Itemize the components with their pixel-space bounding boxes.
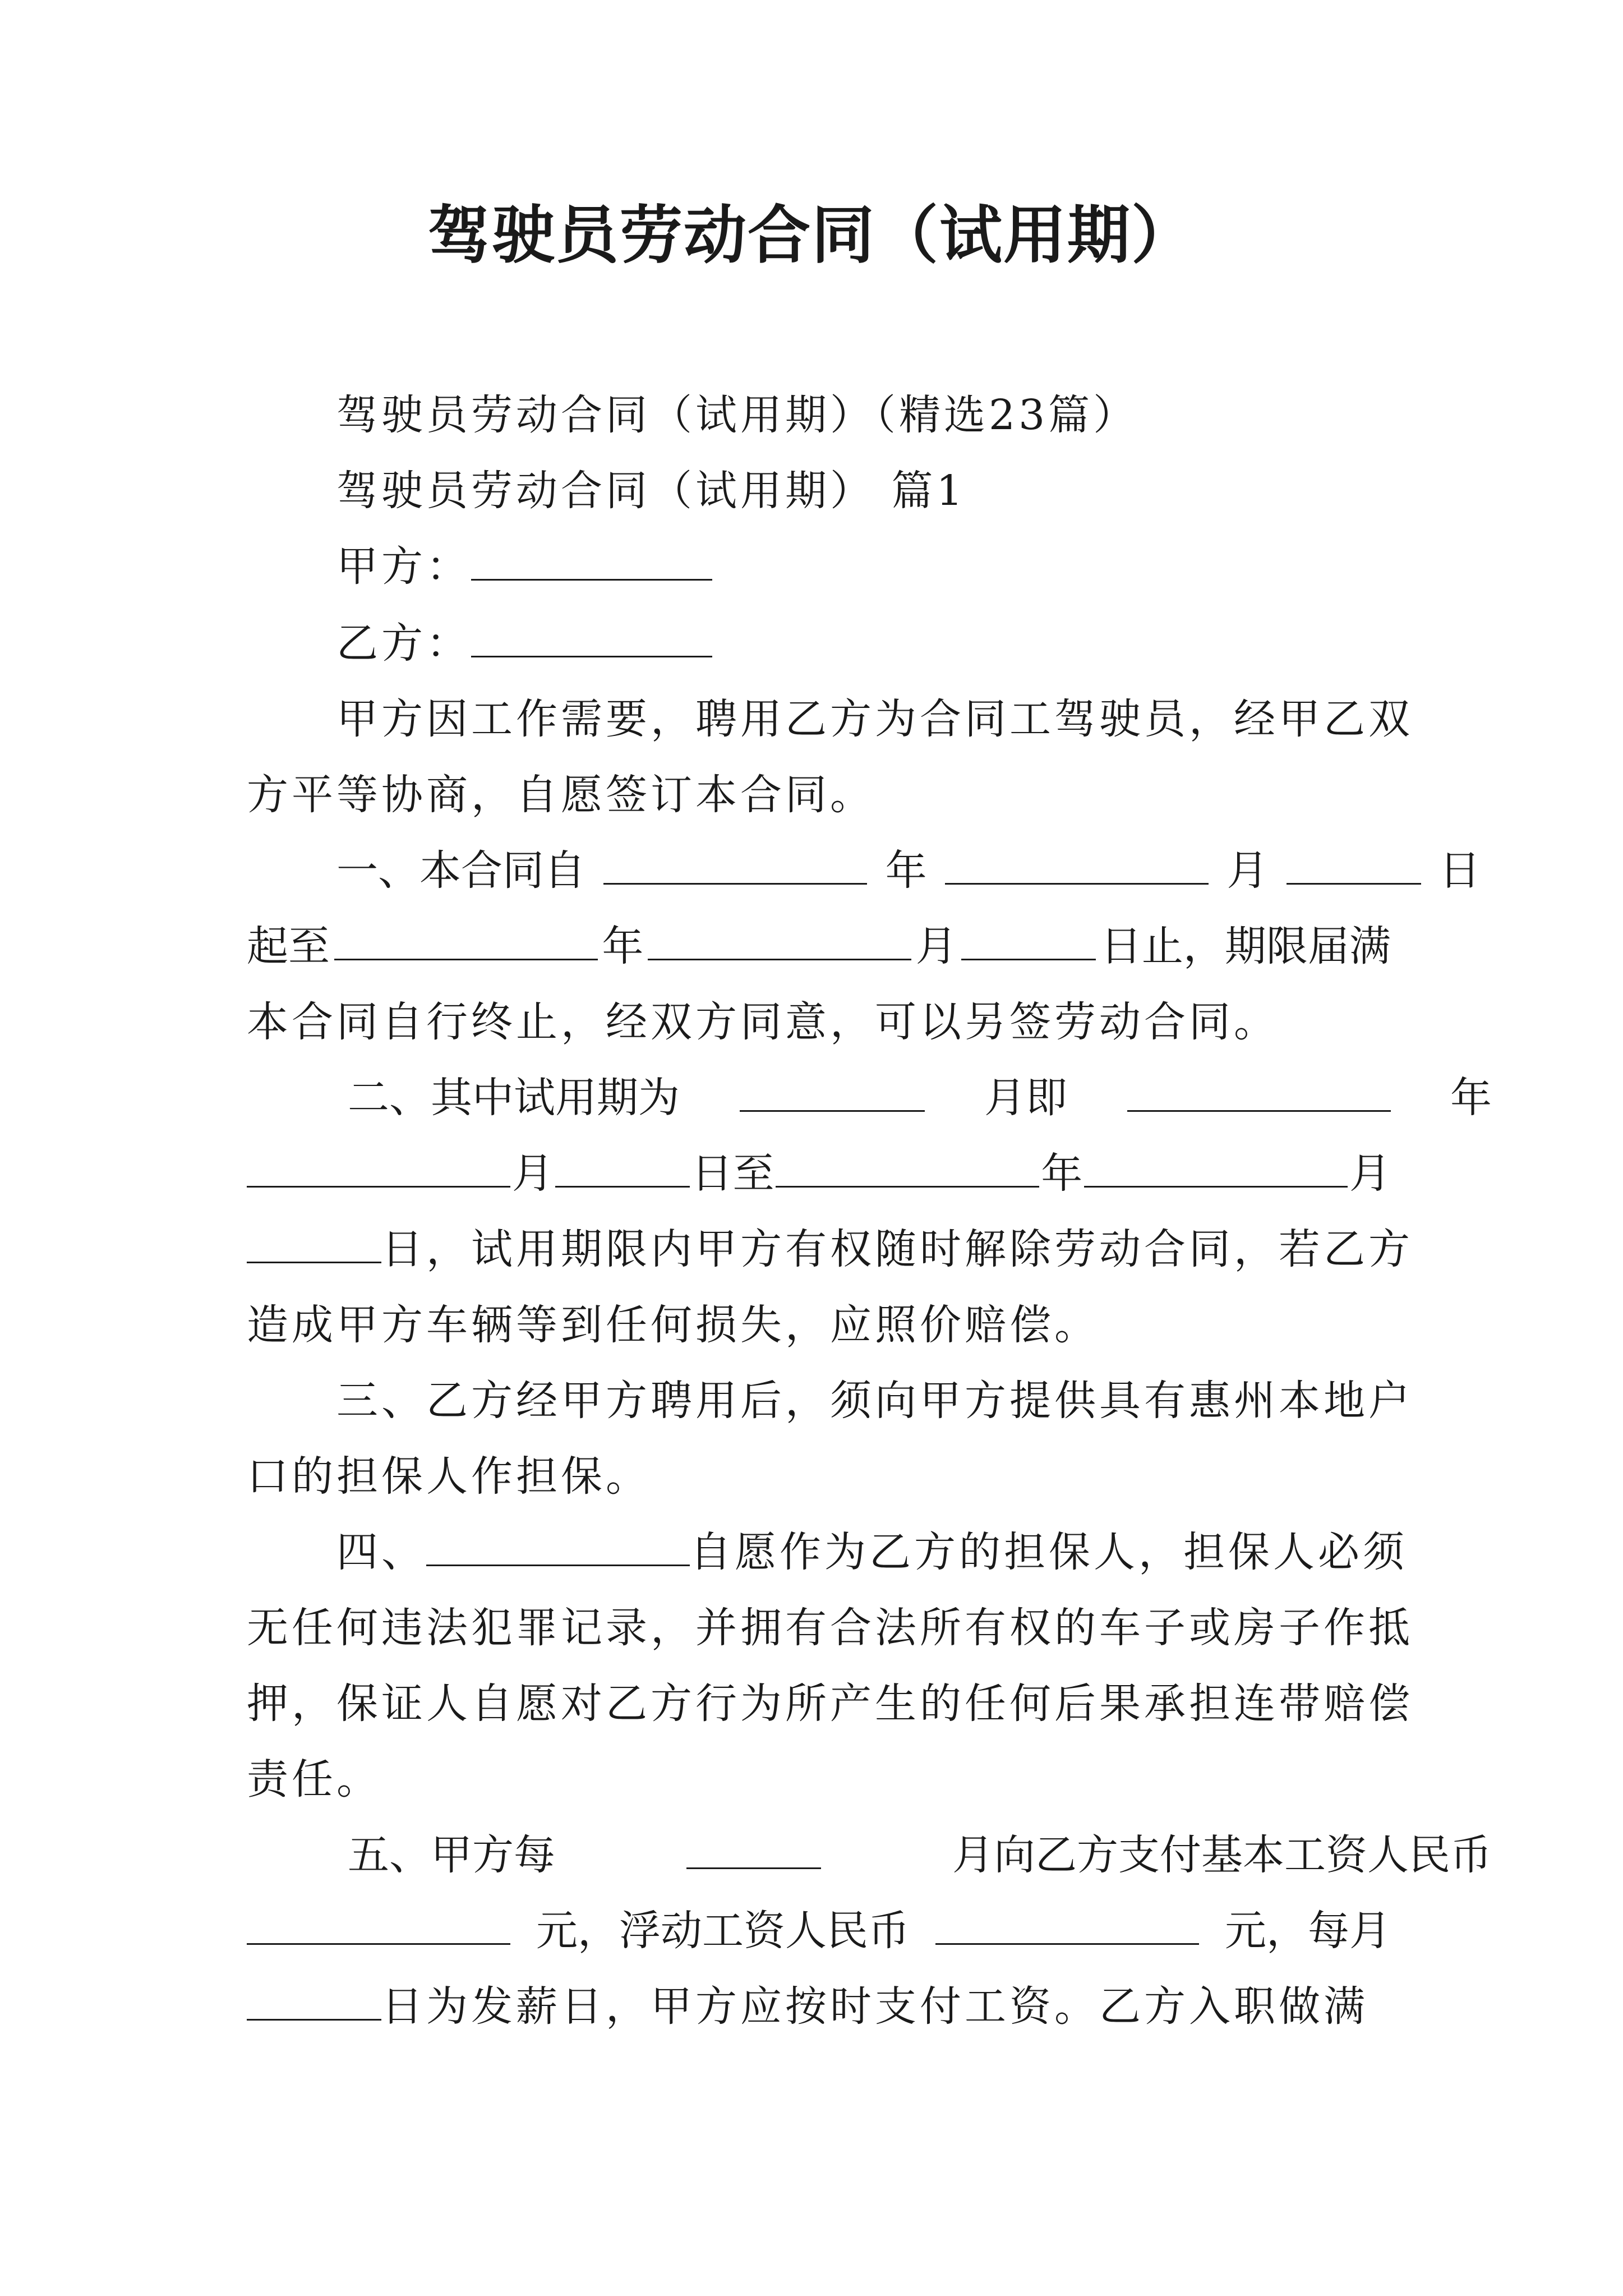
clause1-text: 一、本合同自 [336, 846, 585, 895]
clause1-line-2 [247, 918, 1391, 974]
pay-period-blank[interactable] [686, 1828, 821, 1869]
document-subtitle: 驾驶员劳动合同（试用期）（精选23篇） [336, 391, 1138, 439]
base-salary-blank[interactable] [247, 1904, 510, 1945]
clause1-line-1 [247, 843, 1481, 899]
year-label: 年 [1041, 1149, 1083, 1198]
year-label: 年 [602, 922, 644, 970]
clause5-text: 月向乙方支付基本工资人民币 [952, 1831, 1492, 1879]
month-label: 月 [511, 1149, 554, 1198]
probation-end-year-blank[interactable] [776, 1147, 1039, 1188]
day-label: 日 [1438, 846, 1481, 895]
clause1-text: 日止，期限届满 [1100, 922, 1391, 970]
clause5-text: 元，浮动工资人民币 [536, 1907, 910, 1955]
clause5-text: 五、甲方每 [348, 1831, 555, 1879]
clause4-line-4: 责任。 [247, 1755, 381, 1803]
party-b-line [247, 615, 1481, 671]
probation-start-day-blank[interactable] [555, 1147, 690, 1188]
start-year-blank[interactable] [603, 844, 867, 885]
clause4-line-2: 无任何违法犯罪记录，并拥有合法所有权的车子或房子作抵 [247, 1604, 1413, 1652]
probation-start-year-blank[interactable] [1127, 1071, 1391, 1112]
month-label: 月 [915, 922, 957, 970]
clause5-text: 日为发薪日，甲方应按时支付工资。乙方入职做满 [381, 1982, 1368, 2031]
clause2-line-1 [247, 1070, 1492, 1126]
clause5-line-1 [247, 1827, 1492, 1883]
clause2-text: 月即 [984, 1074, 1067, 1122]
end-month-blank[interactable] [648, 919, 911, 960]
probation-end-month-blank[interactable] [1084, 1147, 1348, 1188]
clause2-line-3 [247, 1221, 1413, 1277]
intro-line-2: 方平等协商，自愿签订本合同。 [247, 771, 875, 819]
party-b-blank[interactable] [471, 616, 712, 657]
clause2-line-4: 造成甲方车辆等到任何损失，应照价赔偿。 [247, 1301, 1099, 1349]
end-year-blank[interactable] [334, 919, 598, 960]
clause5-line-2 [247, 1903, 1391, 1959]
start-month-blank[interactable] [945, 844, 1209, 885]
clause1-line-3: 本合同自行终止，经双方同意，可以另签劳动合同。 [247, 998, 1279, 1046]
probation-months-blank[interactable] [740, 1071, 925, 1112]
clause4-text: 四、 [336, 1528, 426, 1576]
probation-start-month-blank[interactable] [247, 1147, 510, 1188]
clause3-line-1: 三、乙方经甲方聘用后，须向甲方提供具有惠州本地户 [336, 1377, 1413, 1425]
guarantor-name-blank[interactable] [426, 1525, 690, 1566]
payday-blank[interactable] [247, 1980, 381, 2021]
end-day-blank[interactable] [961, 919, 1096, 960]
year-label: 年 [885, 846, 927, 895]
floating-salary-blank[interactable] [935, 1904, 1199, 1945]
clause3-line-2: 口的担保人作担保。 [247, 1452, 651, 1501]
clause5-text: 元，每月 [1225, 1907, 1391, 1955]
intro-line-1: 甲方因工作需要，聘用乙方为合同工驾驶员，经甲乙双 [336, 695, 1413, 743]
document-title: 驾驶员劳动合同（试用期） [428, 199, 1195, 272]
clause4-line-3: 押，保证人自愿对乙方行为所产生的任何后果承担连带赔偿 [247, 1680, 1413, 1728]
clause2-text: 二、其中试用期为 [348, 1074, 680, 1122]
party-a-label: 甲方： [336, 542, 471, 591]
year-label: 年 [1450, 1074, 1492, 1122]
probation-end-day-blank[interactable] [247, 1222, 381, 1263]
month-label: 月 [1227, 846, 1269, 895]
clause2-text: 日至 [691, 1149, 774, 1198]
party-a-line [247, 539, 1481, 595]
section-heading: 驾驶员劳动合同（试用期） 篇1 [336, 467, 966, 515]
party-a-blank[interactable] [471, 540, 712, 581]
clause4-line-1 [247, 1524, 1481, 1580]
clause2-text: 日，试用期限内甲方有权随时解除劳动合同，若乙方 [381, 1225, 1413, 1273]
clause4-text: 自愿作为乙方的担保人，担保人必须 [690, 1528, 1408, 1576]
clause2-line-2 [247, 1145, 1391, 1202]
clause5-line-3 [247, 1978, 1391, 2035]
clause1-text: 起至 [247, 922, 330, 970]
start-day-blank[interactable] [1287, 844, 1421, 885]
month-label: 月 [1349, 1149, 1391, 1198]
party-b-label: 乙方： [336, 619, 471, 668]
